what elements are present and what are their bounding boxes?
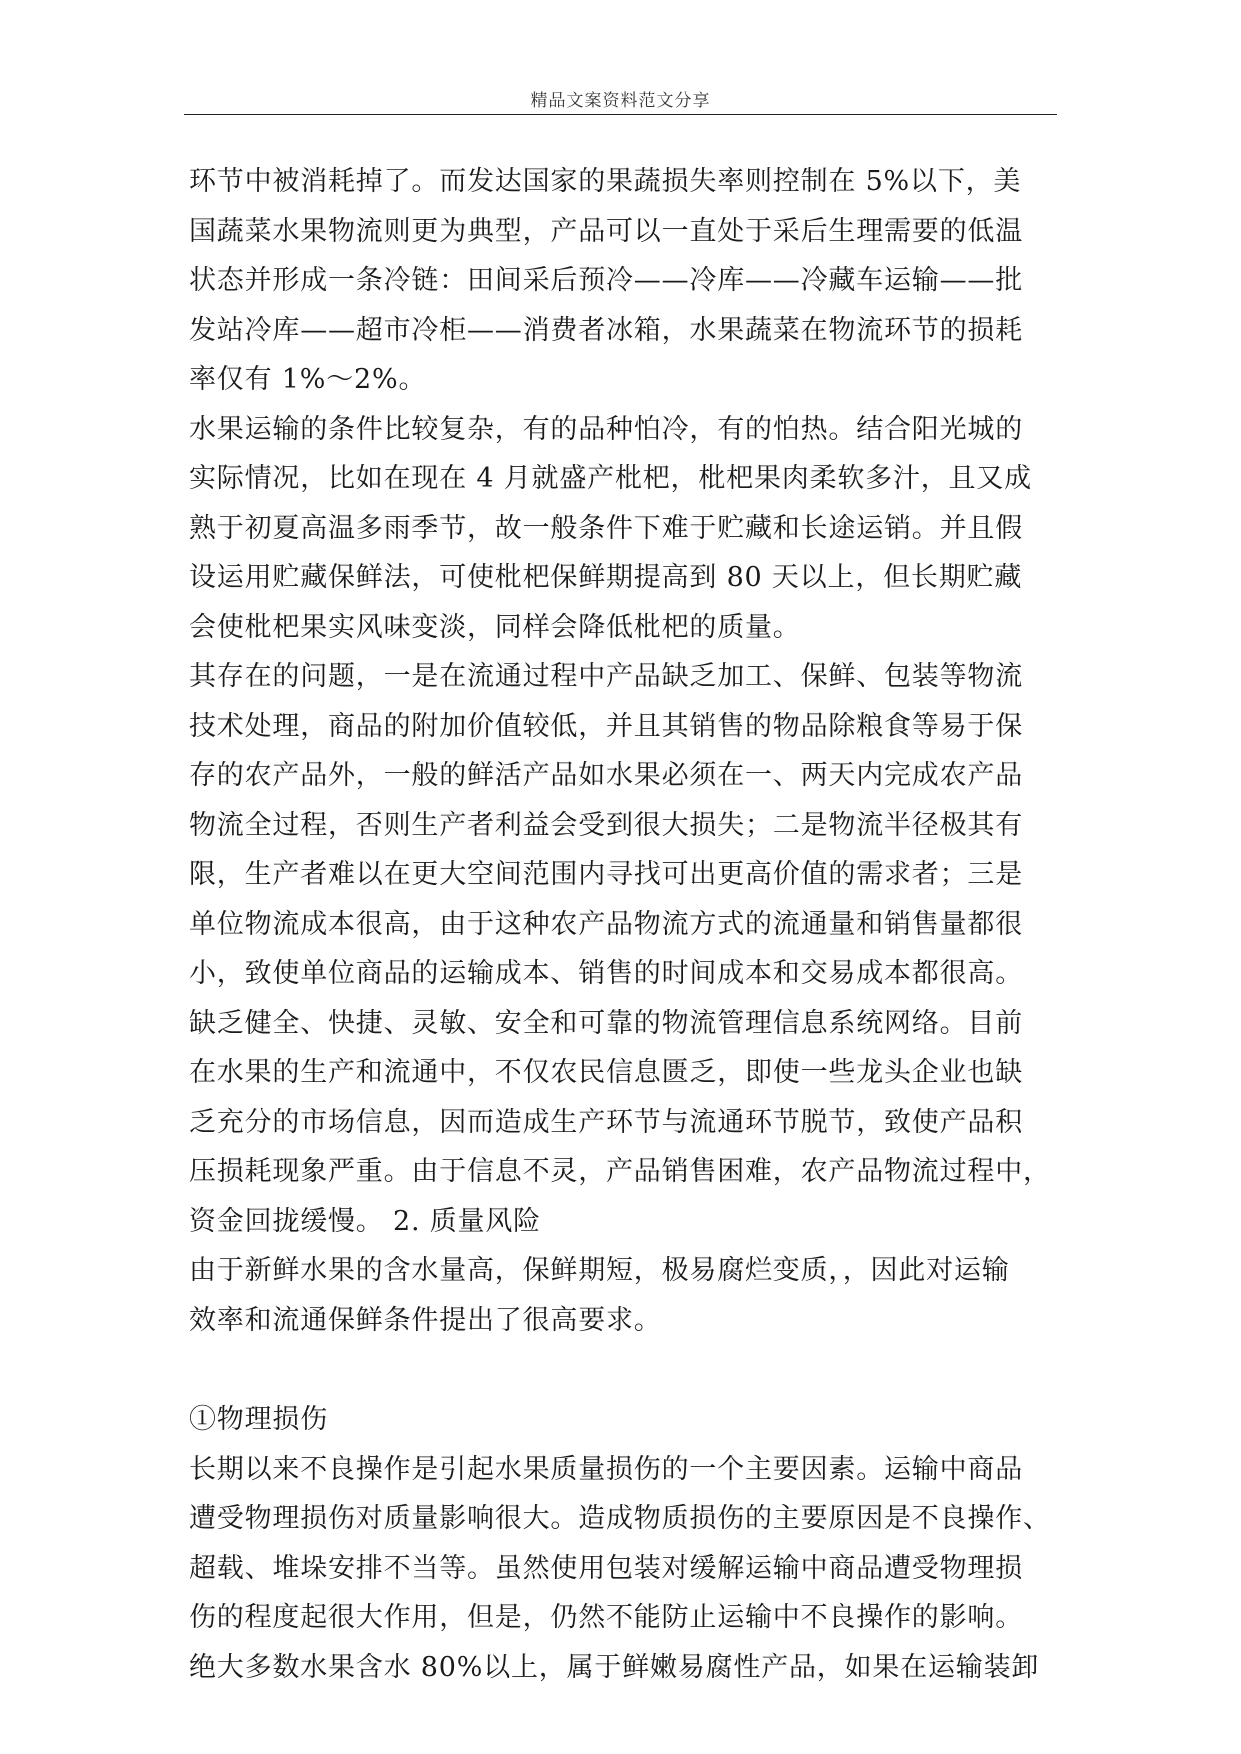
text-line: 存的农产品外，一般的鲜活产品如水果必须在一、两天内完成农产品 <box>189 760 1023 791</box>
text-line: 会使枇杷果实风味变淡，同样会降低枇杷的质量。 <box>189 611 801 643</box>
text-line: 环节中被消耗掉了。而发达国家的果蔬损失率则控制在 5%以下，美 <box>189 166 1022 197</box>
text-line: 长期以来不良操作是引起水果质量损伤的一个主要因素。运输中商品 <box>189 1453 1023 1485</box>
text-line: 遭受物理损伤对质量影响很大。造成物质损伤的主要原因是不良操作、 <box>189 1503 1051 1534</box>
text-line: 缺乏健全、快捷、灵敏、安全和可靠的物流管理信息系统网络。目前 <box>189 1007 1023 1039</box>
text-line: 状态并形成一条冷链：田间采后预冷——冷库——冷藏车运输——批 <box>189 265 1023 296</box>
text-line: 单位物流成本很高，由于这种农产品物流方式的流通量和销售量都很 <box>189 908 1023 940</box>
text-line: ①物理损伤 <box>189 1404 328 1435</box>
text-line: 技术处理，商品的附加价值较低，并且其销售的物品除粮食等易于保 <box>189 710 1023 742</box>
text-line: 资金回拢缓慢。 2. 质量风险 <box>189 1205 541 1237</box>
text-line: 水果运输的条件比较复杂，有的品种怕冷，有的怕热。结合阳光城的 <box>189 413 1023 445</box>
text-line: 超载、堆垛安排不当等。虽然使用包装对缓解运输中商品遭受物理损 <box>189 1552 1023 1584</box>
text-line: 伤的程度起很大作用，但是，仍然不能防止运输中不良操作的影响。 <box>189 1602 1023 1633</box>
text-line: 小，致使单位商品的运输成本、销售的时间成本和交易成本都很高。 <box>189 958 1023 989</box>
header-divider <box>184 114 1057 115</box>
text-line: 物流全过程，否则生产者利益会受到很大损失；二是物流半径极其有 <box>189 809 1023 841</box>
text-line <box>189 1345 1059 1395</box>
text-line: 在水果的生产和流通中，不仅农民信息匮乏，即使一些龙头企业也缺 <box>189 1057 1023 1088</box>
text-line: 乏充分的市场信息，因而造成生产环节与流通环节脱节，致使产品积 <box>189 1106 1023 1138</box>
text-line: 由于新鲜水果的含水量高，保鲜期短，极易腐烂变质，，因此对运输 <box>189 1255 1010 1286</box>
text-line: 国蔬菜水果物流则更为典型，产品可以一直处于采后生理需要的低温 <box>189 215 1023 247</box>
text-line: 效率和流通保鲜条件提出了很高要求。 <box>189 1304 662 1336</box>
text-line: 实际情况，比如在现在 4 月就盛产枇杷，枇杷果肉柔软多汁，且又成 <box>189 463 1032 494</box>
page-header: 精品文案资料范文分享 <box>530 91 711 111</box>
document-body <box>189 157 1059 1692</box>
text-line: 其存在的问题，一是在流通过程中产品缺乏加工、保鲜、包装等物流 <box>189 661 1023 692</box>
text-line: 发站冷库——超市冷柜——消费者冰箱，水果蔬菜在物流环节的损耗 <box>189 314 1023 346</box>
text-line: 熟于初夏高温多雨季节，故一般条件下难于贮藏和长途运销。并且假 <box>189 512 1023 544</box>
text-line: 压损耗现象严重。由于信息不灵，产品销售困难，农产品物流过程中， <box>189 1156 1051 1187</box>
text-line: 绝大多数水果含水 80%以上，属于鲜嫩易腐性产品，如果在运输装卸 <box>189 1651 1040 1683</box>
text-line: 限，生产者难以在更大空间范围内寻找可出更高价值的需求者；三是 <box>189 859 1023 890</box>
text-line: 设运用贮藏保鲜法，可使枇杷保鲜期提高到 80 天以上，但长期贮藏 <box>189 562 1023 593</box>
text-line: 率仅有 1%～2%。 <box>189 364 427 395</box>
